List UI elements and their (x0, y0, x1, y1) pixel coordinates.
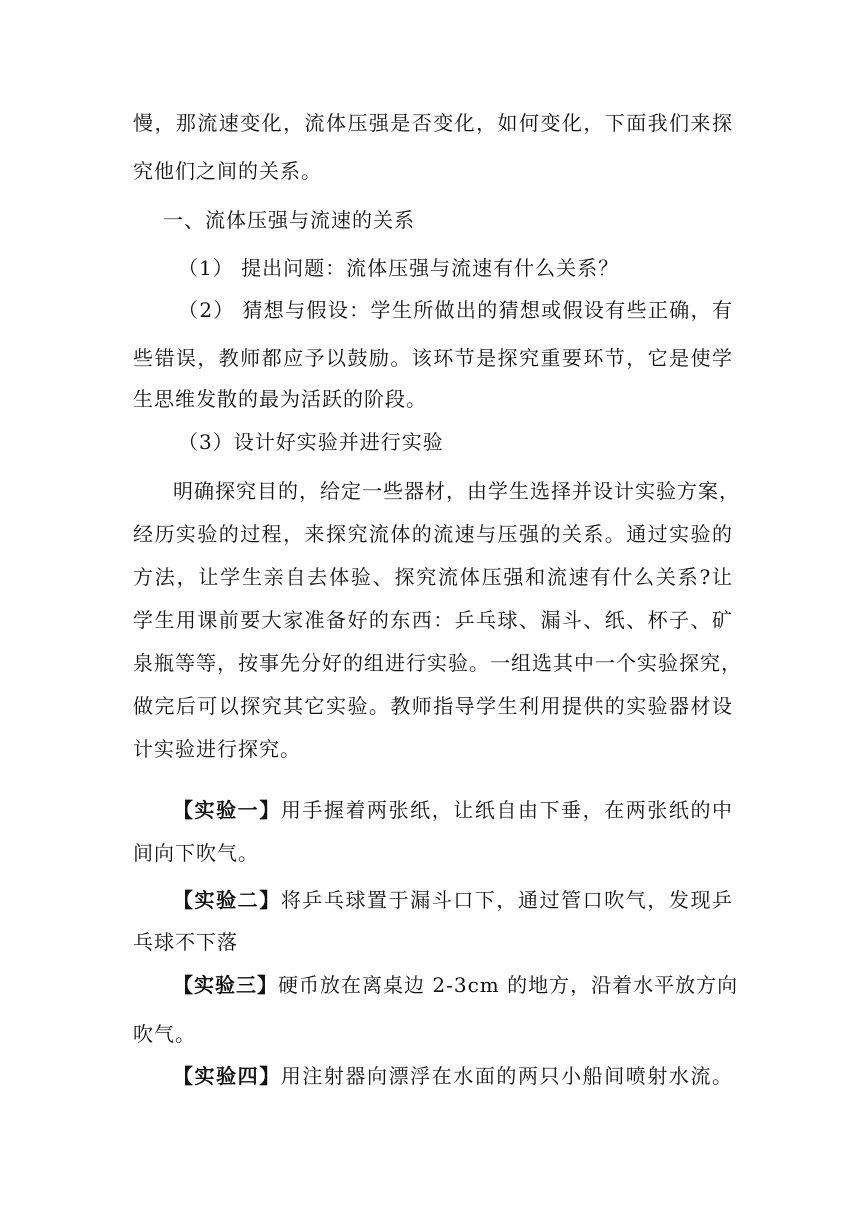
section-heading: 一、流体压强与流速的关系 (163, 208, 415, 232)
experiment-2-continuation: 乓球不下落 (133, 930, 238, 954)
text-line: 经历实验的过程，来探究流体的流速与压强的关系。通过实验的 (133, 522, 733, 546)
text-line: （2） 猜想与假设：学生所做出的猜想或假设有些正确，有 (178, 298, 733, 322)
text-line: 生思维发散的最为活跃的阶段。 (133, 387, 427, 411)
text-line: 方法，让学生亲自去体验、探究流体压强和流速有什么关系?让 (133, 565, 733, 589)
text-line: 究他们之间的关系。 (133, 159, 322, 183)
text-line: 学生用课前要大家准备好的东西：乒乓球、漏斗、纸、杯子、矿 (133, 608, 733, 632)
experiment-text: 硬币放在离桌边 2-3cm 的地方，沿着水平放方向 (278, 973, 739, 997)
experiment-text: 用手握着两张纸，让纸自由下垂，在两张纸的中 (280, 798, 734, 822)
text-line: （1） 提出问题：流体压强与流速有什么关系？ (178, 256, 620, 280)
experiment-tag: 【实验二】 (173, 888, 281, 912)
text-line: 泉瓶等等，按事先分好的组进行实验。一组选其中一个实验探究， (133, 651, 742, 675)
experiment-1 (173, 797, 733, 823)
text-line: 慢，那流速变化，流体压强是否变化，如何变化，下面我们来探 (133, 111, 733, 135)
text-line: 做完后可以探究其它实验。教师指导学生利用提供的实验器材设 (133, 694, 733, 718)
experiment-text: 用注射器向漂浮在水面的两只小船间喷射水流。 (280, 1064, 734, 1088)
experiment-tag: 【实验三】 (173, 973, 278, 997)
experiment-4 (173, 1063, 733, 1089)
experiment-1-continuation: 间向下吹气。 (133, 841, 259, 865)
text-line: 些错误，教师都应予以鼓励。该环节是探究重要环节，它是使学 (133, 346, 733, 370)
experiment-text: 将乒乓球置于漏斗口下，通过管口吹气，发现乒 (280, 888, 734, 912)
experiment-2 (173, 887, 733, 913)
text-line: 明确探究目的，给定一些器材，由学生选择并设计实验方案， (173, 479, 740, 503)
text-line: 计实验进行探究。 (133, 737, 301, 761)
experiment-tag: 【实验四】 (173, 1064, 281, 1088)
experiment-tag: 【实验一】 (173, 798, 281, 822)
experiment-3-continuation: 吹气。 (133, 1022, 196, 1046)
text-line: （3）设计好实验并进行实验 (178, 430, 444, 454)
experiment-3 (173, 972, 739, 998)
